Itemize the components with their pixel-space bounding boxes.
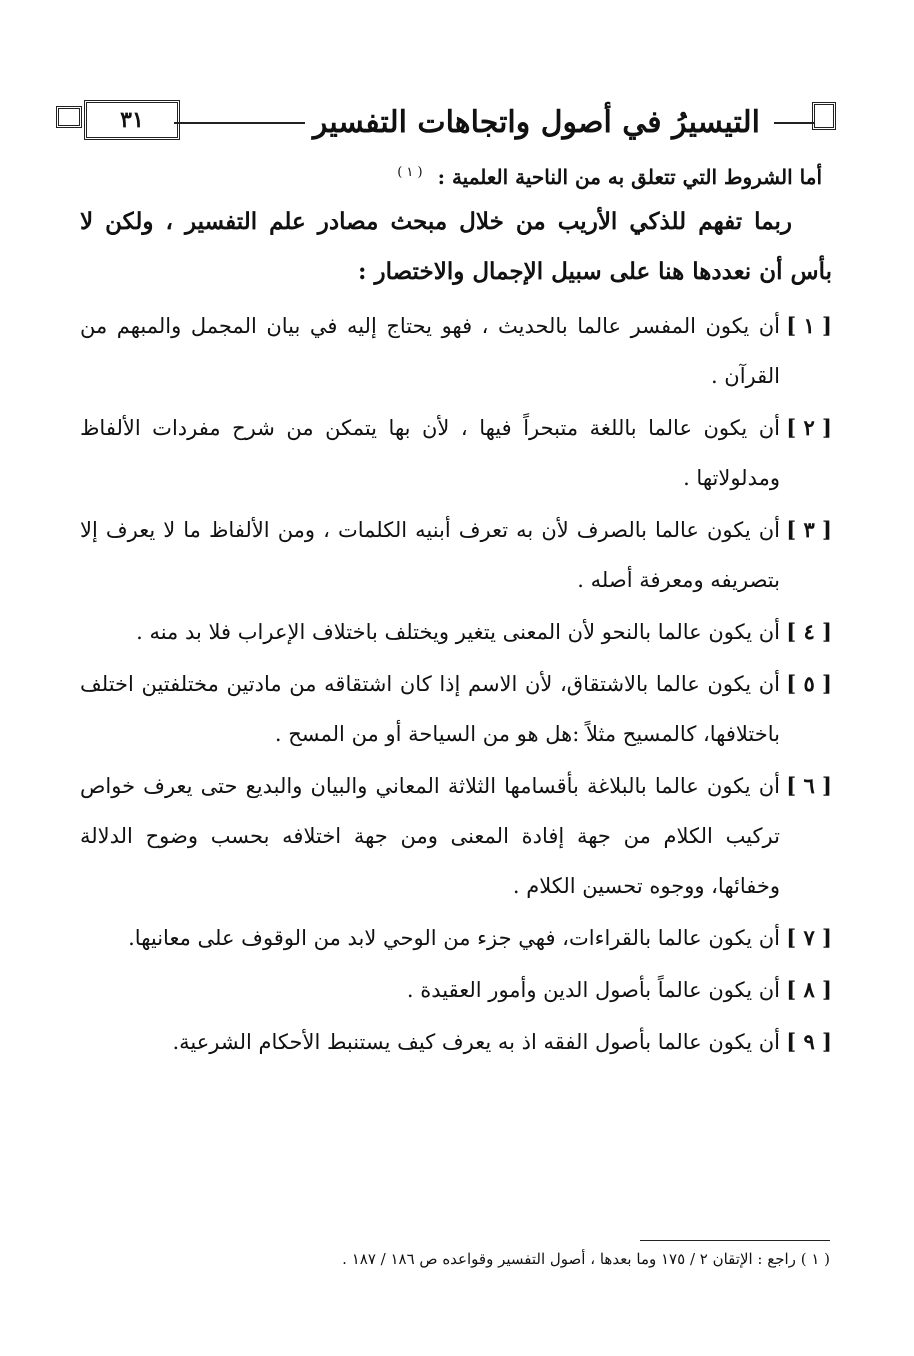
item-text: أن يكون عالما بأصول الفقه اذ به يعرف كيف يستنبط الأحكام الشرعية. bbox=[172, 1030, 780, 1054]
subtitle-text: أما الشروط التي تتعلق به من الناحية العلمية : bbox=[437, 165, 822, 189]
page-number: ٣١ bbox=[84, 100, 180, 140]
item-text: أن يكون عالما بالبلاغة بأقسامها الثلاثة المعاني والبيان والبديع حتى يعرف خواص تركيب الكلام من جهة إفادة المعنى ومن جهة اختلافه بحسب وضوح الدلالة وخفائها، ووجوه تحسين الكلام . bbox=[80, 774, 780, 898]
item-number: [ ٧ ] bbox=[786, 925, 832, 950]
header-ornament-left bbox=[56, 106, 82, 128]
item-number: [ ٦ ] bbox=[786, 773, 832, 798]
list-item bbox=[80, 403, 832, 503]
footnote-reference: ( ١ ) bbox=[397, 165, 423, 181]
running-title: التيسيرُ في أصول واتجاهات التفسير bbox=[305, 106, 768, 139]
item-number: [ ٩ ] bbox=[786, 1029, 832, 1054]
header-ornament-right bbox=[812, 102, 836, 130]
item-number: [ ٤ ] bbox=[786, 619, 832, 644]
section-subtitle bbox=[80, 165, 822, 189]
list-item bbox=[80, 913, 832, 963]
list-item bbox=[80, 505, 832, 605]
footnote-divider bbox=[640, 1240, 830, 1241]
item-text: أن يكون عالما بالاشتقاق، لأن الاسم إذا كان اشتقاقه من مادتين مختلفتين اختلف باختلافها، كالمسيح مثلاً :هل هو من السياحة أو من المسح . bbox=[80, 672, 780, 746]
intro-paragraph: ربما تفهم للذكي الأريب من خلال مبحث مصادر علم التفسير ، ولكن لا بأس أن نعددها هنا على سبيل الإجمال والاختصار : bbox=[80, 208, 832, 285]
footnote: ( ١ ) راجع : الإتقان ٢ / ١٧٥ وما بعدها ، أصول التفسير وقواعده ص ١٨٦ / ١٨٧ . bbox=[342, 1250, 830, 1268]
list-item bbox=[80, 1017, 832, 1067]
item-number: [ ٥ ] bbox=[786, 671, 832, 696]
page-body bbox=[80, 165, 832, 1069]
item-text: أن يكون المفسر عالما بالحديث ، فهو يحتاج إليه في بيان المجمل والمبهم من القرآن . bbox=[80, 314, 780, 388]
item-text: أن يكون عالما بالنحو لأن المعنى يتغير ويختلف باختلاف الإعراب فلا بد منه . bbox=[136, 620, 780, 644]
item-text: أن يكون عالماً بأصول الدين وأمور العقيدة . bbox=[406, 978, 780, 1002]
list-item bbox=[80, 607, 832, 657]
list-item bbox=[80, 659, 832, 759]
item-text: أن يكون عالما بالصرف لأن به تعرف أبنيه الكلمات ، ومن الألفاظ ما لا يعرف إلا بتصريفه ومعرفة أصله . bbox=[80, 518, 780, 592]
list-item bbox=[80, 761, 832, 911]
item-text: أن يكون عالما باللغة متبحراً فيها ، لأن بها يتمكن من شرح مفردات الألفاظ ومدلولاتها . bbox=[80, 416, 780, 490]
list-item bbox=[80, 965, 832, 1015]
item-number: [ ٨ ] bbox=[786, 977, 832, 1002]
item-number: [ ٣ ] bbox=[786, 517, 832, 542]
item-number: [ ١ ] bbox=[786, 313, 832, 338]
page-header bbox=[50, 92, 840, 152]
item-text: أن يكون عالما بالقراءات، فهي جزء من الوحي لابد من الوقوف على معانيها. bbox=[128, 926, 780, 950]
item-number: [ ٢ ] bbox=[786, 415, 832, 440]
list-item bbox=[80, 301, 832, 401]
header-rule-right bbox=[774, 122, 814, 124]
